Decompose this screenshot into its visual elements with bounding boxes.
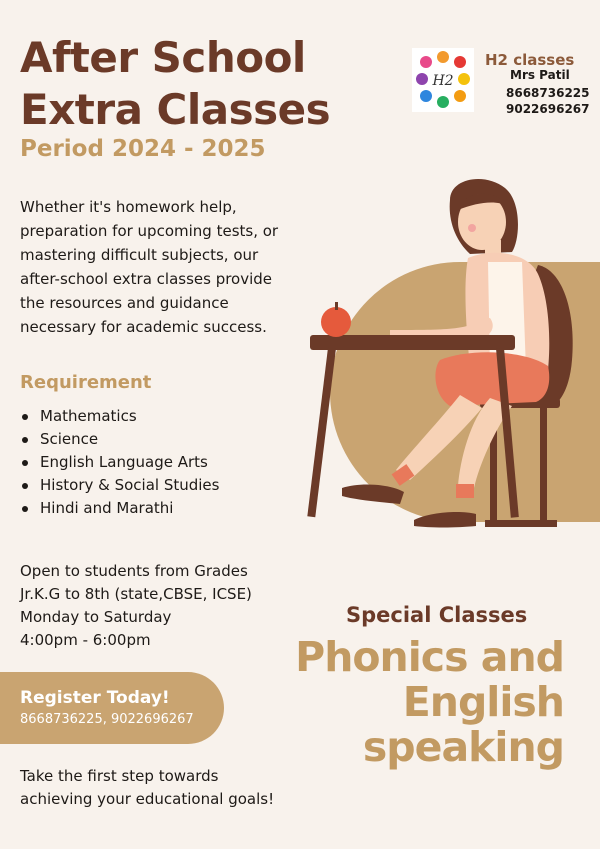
schedule-line-3: Monday to Saturday <box>20 608 172 626</box>
list-item: Hindi and Marathi <box>20 497 219 520</box>
skirt <box>435 352 549 406</box>
register-banner <box>0 672 224 744</box>
special-classes-heading: Special Classes <box>346 603 528 627</box>
cheek <box>468 224 476 232</box>
brand-owner: Mrs Patil <box>510 68 570 82</box>
title-line-1: After School <box>20 33 306 82</box>
desk-leg <box>307 348 336 518</box>
register-phones: 8668736225, 9022696267 <box>20 712 194 727</box>
brand-logo <box>412 48 474 112</box>
closing-text <box>20 765 280 811</box>
apple-stem <box>335 302 338 310</box>
hands-logo-icon <box>412 48 474 112</box>
closing-line-1: Take the first step towards <box>20 767 219 785</box>
list-item: Mathematics <box>20 405 219 428</box>
special-line-1: Phonics and <box>295 633 564 681</box>
subject-list <box>20 405 219 520</box>
closing-line-2: achieving your educational goals! <box>20 790 275 808</box>
special-classes-title <box>264 635 564 770</box>
sock <box>456 484 474 498</box>
special-line-3: speaking <box>362 723 564 771</box>
list-item: English Language Arts <box>20 451 219 474</box>
special-line-2: English <box>402 678 564 726</box>
chair-leg <box>540 406 547 526</box>
brand-phone-1: 8668736225 <box>506 86 590 100</box>
brand-phone-2: 9022696267 <box>506 102 590 116</box>
schedule-line-2: Jr.K.G to 8th (state,CBSE, ICSE) <box>20 585 252 603</box>
period-subtitle: Period 2024 - 2025 <box>20 136 266 162</box>
requirement-heading: Requirement <box>20 372 152 393</box>
apple-icon <box>321 307 351 337</box>
teacher-at-desk-illustration <box>300 170 600 540</box>
chair-base <box>485 520 557 527</box>
desk-top <box>310 335 515 350</box>
schedule-line-4: 4:00pm - 6:00pm <box>20 631 151 649</box>
intro-paragraph: Whether it's homework help, preparation for upcoming tests, or mastering difficult subjects, our after-school extra classes provide the resources and guidance necessary for academic success. <box>20 198 279 336</box>
register-title: Register Today! <box>20 688 170 708</box>
schedule-info <box>20 560 252 652</box>
title-line-2: Extra Classes <box>20 85 331 134</box>
schedule-line-1: Open to students from Grades <box>20 562 248 580</box>
brand-name: H2 classes <box>485 51 575 69</box>
logo-text: H2 <box>432 73 454 89</box>
page-title <box>20 32 330 136</box>
list-item: Science <box>20 428 219 451</box>
list-item: History & Social Studies <box>20 474 219 497</box>
